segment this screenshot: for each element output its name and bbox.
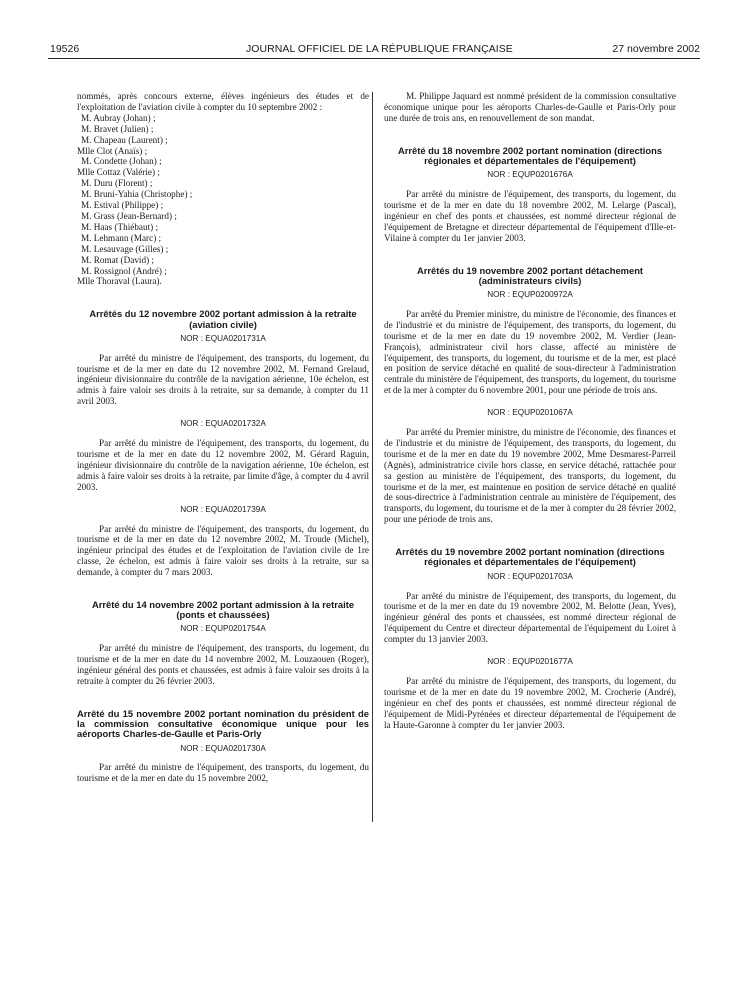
section-heading: Arrêté du 15 novembre 2002 portant nomination du président de la commission consultative économique unique pour les aéroports Charles-de-Gaulle et Paris-Orly xyxy=(77,707,369,740)
nor-reference: NOR : EQUA0201731A xyxy=(180,333,266,343)
decree-paragraph: Par arrêté du Premier ministre, du ministre de l'économie, des finances et de l'industrie et du ministre de l'équipement, des transports, du logement, du tourisme et de la mer en date du 19 novembre 2002, Mme Desmarest-Parreil (Agnès), administratrice civile hors classe, en service détaché, rattachée pour sa gestion au ministère de l'équipement, des transports, du logement, du tourisme et de la mer, est maintenue en position de service détaché en qualité de sous-directrice à l'administration centrale au ministère de l'équipement, des transports, du logement, du tourisme et de la mer à compter du 28 février 2002, pour une période de trois ans. xyxy=(384,427,676,525)
name-list xyxy=(77,113,369,288)
continued-paragraph: M. Philippe Jaquard est nommé président de la commission consultative économique unique pour les aéroports Charles-de-Gaulle et Paris-Orly pour une durée de trois ans, en renouvellement de son mandat. xyxy=(384,91,676,123)
list-item: M. Romat (David) ; xyxy=(81,254,154,265)
issue-date: 27 novembre 2002 xyxy=(612,43,700,55)
left-column xyxy=(77,91,369,784)
section-heading: Arrêtés du 19 novembre 2002 portant nomination (directions régionales et départementales de l'équipement) xyxy=(395,546,665,568)
page-number: 19526 xyxy=(50,43,80,55)
decree-paragraph: Par arrêté du ministre de l'équipement, des transports, du logement, du tourisme et de la mer en date du 12 novembre 2002, M. Troude (Michel), ingénieur principal des études et de l'exploitation de l'aviation civile de 1re classe, 2e échelon, est admis à faire valoir ses droits à la retraite, sur sa demande, à compter du 7 mars 2003. xyxy=(77,523,369,578)
section-heading: Arrêté du 18 novembre 2002 portant nomination (directions régionales et départementales de l'équipement) xyxy=(397,144,663,166)
column-divider xyxy=(372,92,373,822)
list-item: M. Rossignol (André) ; xyxy=(81,265,167,276)
decree-paragraph: Par arrêté du Premier ministre, du ministre de l'économie, des finances et de l'industrie et du ministre de l'équipement, des transports, du logement, du tourisme et de la mer en date du 19 novembre 2002, M. Verdier (Jean-François), administrateur civil hors classe, affecté au ministère de l'équipement, des transports, du logement, du tourisme et de la mer, est placé en position de service détaché en qualité de sous-directeur à l'administration centrale du ministère de l'équipement, des transports, du logement, du tourisme et de la mer à compter du 6 novembre 2001, pour une période de trois ans. xyxy=(384,308,676,396)
nor-reference: NOR : EQUP0201754A xyxy=(180,624,266,634)
list-item: M. Bravet (Julien) ; xyxy=(81,123,154,134)
list-item: M. Grass (Jean-Bernard) ; xyxy=(81,210,177,221)
header-rule xyxy=(48,58,700,59)
decree-paragraph: Par arrêté du ministre de l'équipement, des transports, du logement, du tourisme et de la mer en date du 15 novembre 2002, xyxy=(77,762,369,784)
nor-reference: NOR : EQUA0201732A xyxy=(180,419,266,429)
list-item: M. Lesauvage (Gilles) ; xyxy=(81,243,169,254)
list-item: M. Chapeau (Laurent) ; xyxy=(81,134,168,145)
list-item: Mlle Clot (Anaïs) ; xyxy=(77,145,148,156)
nor-reference: NOR : EQUP0200972A xyxy=(487,289,573,299)
nor-reference: NOR : EQUP0201676A xyxy=(487,170,573,180)
nor-reference: NOR : EQUA0201739A xyxy=(180,504,266,514)
decree-paragraph: Par arrêté du ministre de l'équipement, des transports, du logement, du tourisme et de la mer en date du 19 novembre 2002, M. Belotte (Jean, Yves), ingénieur général des ponts et chaussées, est nommé directeur régional de l'équipement du Centre et directeur départemental de l'équipement du Loiret à compter du 13 janvier 2003. xyxy=(384,590,676,645)
nor-reference: NOR : EQUP0201067A xyxy=(487,408,573,418)
list-item: M. Bruni-Yahia (Christophe) ; xyxy=(81,189,193,200)
list-item: M. Condette (Johan) ; xyxy=(81,156,162,167)
list-item: M. Lehmann (Marc) ; xyxy=(81,232,162,243)
nor-reference: NOR : EQUP0201677A xyxy=(487,657,573,667)
list-item: M. Duru (Florent) ; xyxy=(81,178,153,189)
list-item: Mlle Thoraval (Laura). xyxy=(77,276,162,287)
section-heading: Arrêtés du 12 novembre 2002 portant admission à la retraite (aviation civile) xyxy=(89,308,357,330)
page-header xyxy=(0,0,748,60)
decree-paragraph: Par arrêté du ministre de l'équipement, des transports, du logement, du tourisme et de la mer en date du 18 novembre 2002, M. Lelarge (Pascal), ingénieur en chef des ponts et chaussées, est nommé directeur régional de l'équipement de Bretagne et directeur départemental de l'équipement d'Ille-et-Vilaine à compter du 1er janvier 2003. xyxy=(384,189,676,243)
list-item: M. Estival (Philippe) ; xyxy=(81,200,164,211)
section-heading: Arrêtés du 19 novembre 2002 portant détachement (administrateurs civils) xyxy=(416,264,644,286)
decree-paragraph: Par arrêté du ministre de l'équipement, des transports, du logement, du tourisme et de la mer en date du 12 novembre 2002, M. Fernand Grelaud, ingénieur divisionnaire du contrôle de la navigation aérienne, 10e échelon, est admis à faire valoir ses droits à la retraite, sur sa demande, à compter du 11 avril 2003. xyxy=(77,352,369,407)
decree-paragraph: Par arrêté du ministre de l'équipement, des transports, du logement, du tourisme et de la mer en date du 19 novembre 2002, M. Crocherie (André), ingénieur en chef des ponts et chaussées, est nommé directeur régional de l'équipement de Midi-Pyrénées et directeur départemental de l'équipement de la Haute-Garonne à compter du 1er janvier 2003. xyxy=(384,675,676,730)
list-item: M. Aubray (Johan) ; xyxy=(81,112,156,123)
journal-title: JOURNAL OFFICIEL DE LA RÉPUBLIQUE FRANÇAISE xyxy=(246,43,513,55)
decree-paragraph: Par arrêté du ministre de l'équipement, des transports, du logement, du tourisme et de la mer en date du 12 novembre 2002, M. Gérard Raguin, ingénieur divisionnaire du contrôle de la navigation aérienne, 10e échelon, est admis à faire valoir ses droits à la retraite, par limite d'âge, à compter du 4 avril 2003. xyxy=(77,438,369,492)
right-column xyxy=(384,91,676,730)
list-item: M. Haas (Thiébaut) ; xyxy=(81,221,159,232)
section-heading: Arrêté du 14 novembre 2002 portant admission à la retraite (ponts et chaussées) xyxy=(91,599,355,621)
decree-paragraph: Par arrêté du ministre de l'équipement, des transports, du logement, du tourisme et de la mer en date du 14 novembre 2002, M. Louzaouen (Roger), ingénieur général des ponts et chaussées, est admis à faire valoir ses droits à la retraite à compter du 26 février 2003. xyxy=(77,643,369,687)
intro-paragraph: nommés, après concours externe, élèves ingénieurs des études et de l'exploitation de l'aviation civile à compter du 10 septembre 2002 : xyxy=(77,91,369,112)
list-item: Mlle Cottaz (Valérie) ; xyxy=(77,167,160,178)
nor-reference: NOR : EQUA0201730A xyxy=(180,743,266,753)
nor-reference: NOR : EQUP0201703A xyxy=(487,571,573,581)
